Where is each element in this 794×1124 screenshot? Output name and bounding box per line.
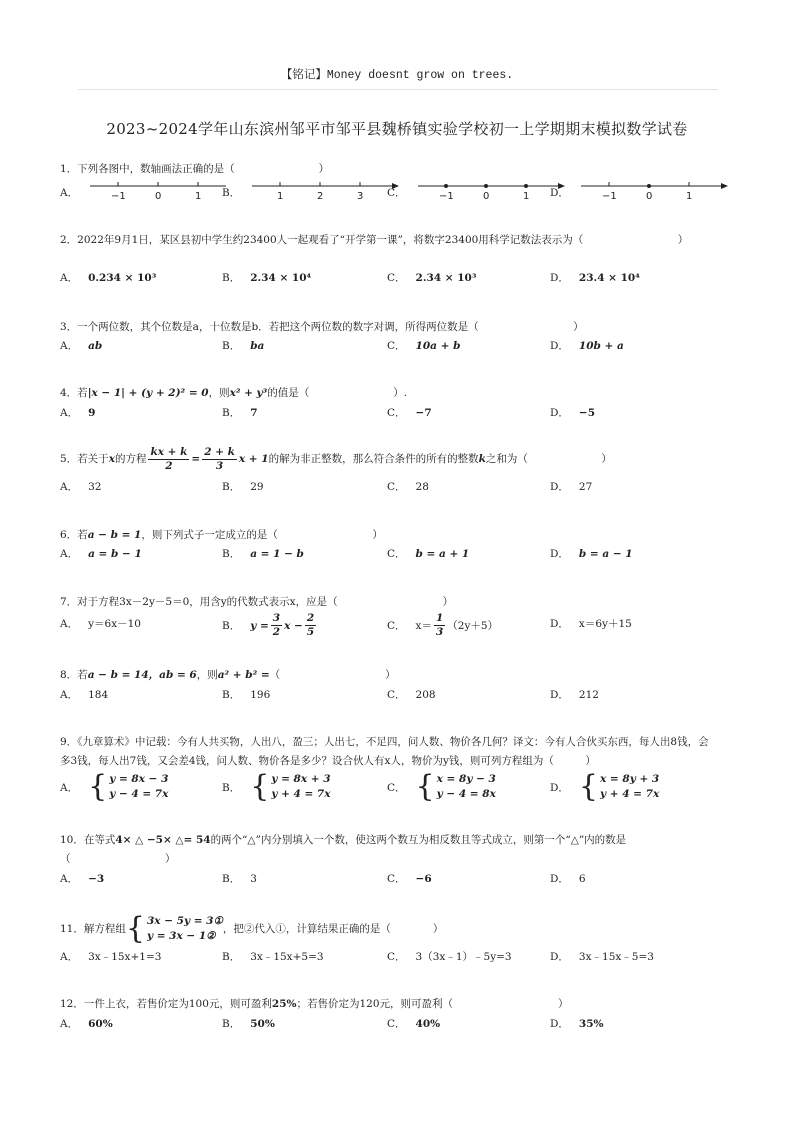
question-10: [60, 831, 700, 869]
motto: 【铭记】Money doesnt grow on trees.: [280, 69, 514, 82]
question-2-options: [60, 270, 720, 292]
tick-label: 3: [357, 191, 364, 202]
option-a[interactable]: A． { y = 8x − 3 y − 4 = 7x: [60, 769, 169, 804]
option-d[interactable]: D． 212: [550, 688, 599, 701]
option-a[interactable]: A． −3: [60, 872, 105, 885]
option-d[interactable]: D． x＝6y＋15: [550, 618, 632, 630]
question-11: [60, 911, 700, 946]
tick-label: 1: [277, 191, 284, 202]
option-b[interactable]: B． 50%: [222, 1017, 275, 1030]
number-line-c: [416, 180, 566, 204]
tick-label: 1: [195, 191, 202, 202]
option-a[interactable]: A． 0.234 × 10³: [60, 271, 157, 284]
option-c[interactable]: C． 3（3x﹣1）﹣5y=3: [387, 951, 512, 963]
option-c[interactable]: C． b = a + 1: [387, 547, 470, 560]
question-4-text: 4．若|x − 1| + (y + 2)² = 0，则x² + y³的值是（ ）.: [60, 387, 408, 399]
option-b[interactable]: B． ba: [222, 339, 265, 352]
equation-system: { 3x − 5y = 3① y = 3x − 1②: [125, 911, 223, 946]
option-c[interactable]: C． 28: [387, 480, 429, 493]
option-c[interactable]: C． −7: [387, 406, 432, 419]
question-7: [60, 593, 700, 612]
question-6: [60, 526, 700, 545]
option-b[interactable]: B． 3x﹣15x+5=3: [222, 951, 324, 963]
question-8: [60, 666, 700, 685]
question-2-text: 2．2022年9月1日，某区县初中学生约23400人一起观看了“开学第一课”，将数字23400用科学记数法表示为（ ）: [60, 234, 689, 246]
tick-label: 0: [482, 191, 489, 202]
option-b[interactable]: B． 196: [222, 688, 271, 701]
question-9-options: [60, 769, 720, 806]
question-9-text: 9．《九章算术》中记载：今有人共买物，人出八，盈三；人出七，不足四，问人数、物价各几何？译文：今有人合伙买东西，每人出8钱，会多3钱，每人出7钱，又会差4钱，问人数、物价各是多少？设合伙人有x人，物价为y钱，则可列方程组为（ ）: [60, 736, 709, 767]
question-7-text: 7．对于方程3x－2y－5＝0，用含y的代数式表示x，应是（ ）: [60, 596, 454, 608]
question-5-options: [60, 479, 720, 501]
question-4-options: [60, 405, 720, 427]
number-line-b: [250, 180, 400, 204]
option-d[interactable]: D． 23.4 × 10⁴: [550, 271, 640, 284]
option-a[interactable]: A． y＝6x－10: [60, 618, 141, 630]
option-a[interactable]: A． 184: [60, 688, 109, 701]
tick-label: 0: [155, 191, 162, 202]
question-6-text: 6．若a − b = 1，则下列式子一定成立的是（ ）: [60, 529, 383, 541]
question-7-options: [60, 612, 720, 642]
question-12: [60, 995, 700, 1014]
option-d[interactable]: D． 27: [550, 480, 593, 493]
question-3-options: [60, 338, 720, 360]
option-b[interactable]: B． 29: [222, 480, 264, 493]
question-8-options: [60, 687, 720, 709]
fraction: $\frac{2 + k}{3}$: [204, 446, 235, 472]
option-b[interactable]: B． a = 1 − b: [222, 547, 304, 560]
option-b[interactable]: B． y = $\frac{3}{2}$ x − $\frac{2}{5}$: [222, 612, 315, 638]
option-d[interactable]: D． −5: [550, 406, 596, 419]
question-12-options: [60, 1016, 720, 1038]
question-5-text: 5．若关于 x 的方程 $\frac{kx + k}{2}$ = $\frac{2 + k}{3}$ x + 1 的解为非正整数，那么符合条件的所有的整数 k 之和为（ ）: [60, 446, 612, 472]
option-d[interactable]: D． −1 0 1: [550, 180, 729, 204]
option-c[interactable]: C． 40%: [387, 1017, 441, 1030]
option-c[interactable]: C． 10a + b: [387, 339, 461, 352]
tick-label: 1: [685, 191, 693, 202]
option-a[interactable]: A． 3x﹣15x+1=3: [60, 951, 162, 963]
option-c[interactable]: C． 208: [387, 688, 436, 701]
option-a[interactable]: A． ab: [60, 339, 103, 352]
option-c[interactable]: C． −6: [387, 872, 432, 885]
question-9: [60, 733, 715, 771]
question-1-options: [60, 180, 720, 202]
option-c[interactable]: C． 2.34 × 10³: [387, 271, 477, 284]
question-3-text: 3．一个两位数，其个位数是a，十位数是b．若把这个两位数的数字对调，所得两位数是（ ）: [60, 321, 584, 333]
option-c[interactable]: C． −1 0 1: [387, 180, 566, 204]
question-4: [60, 384, 700, 403]
option-b[interactable]: B． 2.34 × 10⁴: [222, 271, 312, 284]
tick-label: 2: [317, 191, 324, 202]
question-8-text: 8．若a − b = 14，ab = 6，则a² + b² =（ ）: [60, 669, 396, 681]
tick-label: −1: [111, 191, 126, 202]
tick-label: 0: [645, 191, 653, 202]
option-d[interactable]: D． 10b + a: [550, 339, 624, 352]
option-d[interactable]: D． 35%: [550, 1017, 604, 1030]
tick-label: −1: [438, 191, 454, 202]
tick-label: 1: [522, 191, 529, 202]
question-11-text: 11．解方程组 { 3x − 5y = 3① y = 3x − 1② ，把②代入①，计算结果正确的是（ ）: [60, 911, 444, 946]
question-5: [60, 446, 700, 473]
option-b[interactable]: B． { y = 8x + 3 y + 4 = 7x: [222, 769, 331, 804]
option-a[interactable]: A． −1 0 1: [60, 180, 228, 204]
option-b[interactable]: B． 1 2 3: [222, 180, 400, 204]
tick-label: −1: [601, 191, 617, 202]
option-a[interactable]: A． 9: [60, 406, 96, 419]
question-1-text: 1．下列各图中，数轴画法正确的是（ ）: [60, 163, 330, 175]
option-a[interactable]: A． a = b − 1: [60, 547, 142, 560]
question-3: [60, 318, 700, 337]
number-line-a: [88, 180, 228, 204]
option-c[interactable]: C． { x = 8y − 3 y − 4 = 8x: [387, 769, 496, 804]
option-d[interactable]: D． 3x﹣15x﹣5=3: [550, 951, 654, 963]
option-d[interactable]: D． b = a − 1: [550, 547, 633, 560]
option-b[interactable]: B． 7: [222, 406, 258, 419]
option-c[interactable]: C． x＝ $\frac{1}{3}$ （2y＋5）: [387, 612, 499, 638]
question-11-options: [60, 949, 720, 971]
option-d[interactable]: D． 6: [550, 872, 586, 885]
question-2: [60, 231, 700, 250]
question-6-options: [60, 546, 720, 568]
question-1: [60, 160, 700, 179]
number-line-d: [579, 180, 729, 204]
header-divider: [78, 89, 718, 90]
option-a[interactable]: A． 60%: [60, 1017, 113, 1030]
option-b[interactable]: B． 3: [222, 872, 257, 885]
fraction: $\frac{kx + k}{2}$: [150, 446, 188, 472]
page-title: 2023~2024学年山东滨州邹平市邹平县魏桥镇实验学校初一上学期期末模拟数学试卷: [106, 120, 688, 138]
question-12-text: 12．一件上衣，若售价定为100元，则可盈利25%；若售价定为120元，则可盈利（ ）: [60, 998, 569, 1010]
question-10-options: [60, 871, 720, 893]
option-d[interactable]: D． { x = 8y + 3 y + 4 = 7x: [550, 769, 660, 804]
question-10-text: 10．在等式4× △ −5× △= 54的两个“△”内分别填入一个数，使这两个数互为相反数且等式成立，则第一个“△”内的数是（ ）: [60, 834, 627, 865]
option-a[interactable]: A． 32: [60, 480, 102, 493]
